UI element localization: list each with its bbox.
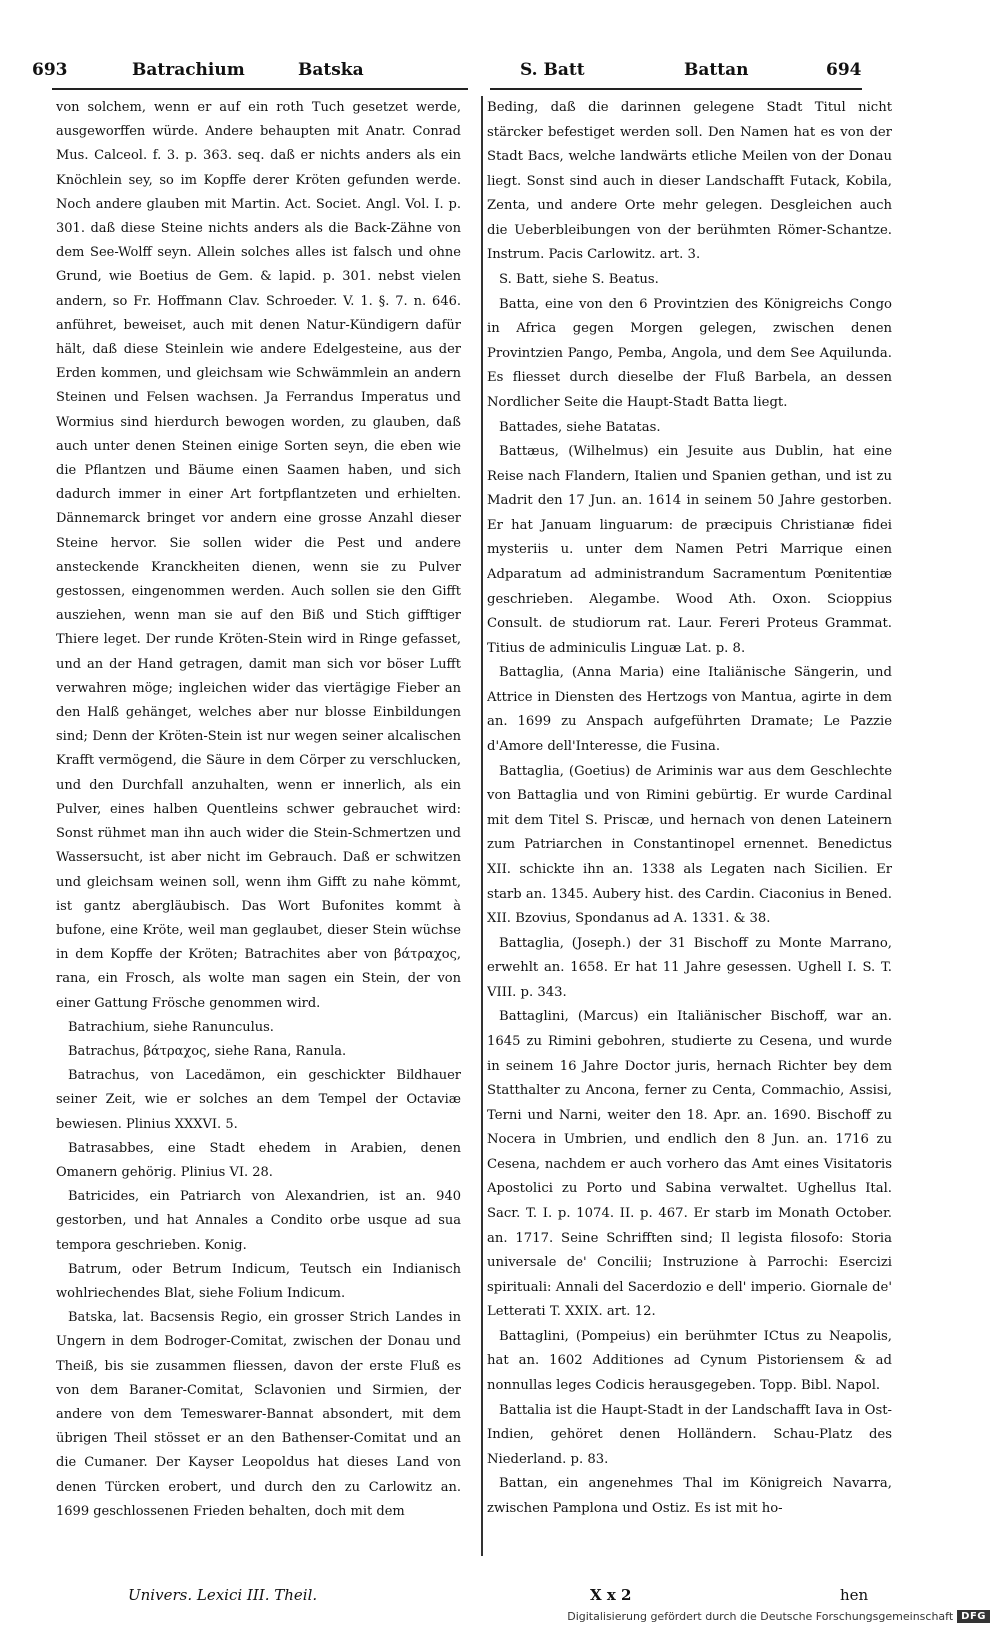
digitization-notice [567,1610,990,1623]
header-rule-right [490,88,862,90]
entry-battaglini-pompeius: Battaglini, (Pompeius) ein berühmter ICtus zu Neapolis, hat an. 1602 Additiones ad Cynum Pistoriensem & ad nonnullas leges Codicis herausgegeben. Topp. Bibl. Napol. [487,1328,892,1394]
digitization-notice-text: Digitalisierung gefördert durch die Deutsche Forschungsgemeinschaft [567,1610,954,1623]
entry-battaeus: Battæus, (Wilhelmus) ein Jesuite aus Dublin, hat eine Reise nach Flandern, Italien und Spanien gethan, und ist zu Madrit den 17 Jun. an. 1614 in seinem 50 Jahre gestorben. Er hat Januam linguarum: de præcipuis Christianæ fidei mysteriis u. unter dem Namen Petri Marrique einen Adparatum ad administrandum Sacramentum Pœnitentiæ geschrieben. Alegambe. Wood Ath. Oxon. Scioppius Consult. de studiorum rat. Laur. Fereri Proteus Grammat. Titius de adminiculis Linguæ Lat. p. 8. [487,444,892,656]
entry-battades: Battades, siehe Batatas. [499,419,661,435]
running-head-word-4: Battan [684,60,749,80]
entry-continuation-batska: Beding, daß die darinnen gelegene Stadt Titul nicht stärcker befestiget werden soll. Den Namen hat es von der Stadt Bacs, welche landwärts etliche Meilen von der Donau liegt. Sonst sind auch in dieser Landschafft Futack, Kobila, Zenta, und andere Orte mehr gelegen. Desgleichen auch die Ueberbleibungen von der berühmten Römer-Schantze. Instrum. Pacis Carlowitz. art. 3. [487,100,892,263]
running-head-word-2: Batska [298,60,364,80]
entry-battaglia-anna-maria: Battaglia, (Anna Maria) eine Italiänische Sängerin, und Attrice in Diensten des Hertzogs von Mantua, agirte in dem an. 1699 zu Anspach aufgeführten Dramate; Le Pazzie d'Amore dell'Interesse, die Fusina. [487,665,892,755]
footer-volume: Univers. Lexici III. Theil. [128,1586,318,1604]
header-rule-left [52,88,468,90]
entry-continuation: von solchem, wenn er auf ein roth Tuch gesetzet werde, ausgeworffen würde. Andere behaupten mit Anatr. Conrad Mus. Calceol. f. 3. p. 363. seq. daß er nichts anders als ein Knöchlein sey, so im Kopffe derer Kröten gefunden werde. Noch andere glauben mit Martin. Act. Societ. Angl. Vol. I. p. 301. daß diese Steine nichts anders als die Back-Zähne von dem See-Wolff seyn. Allein solches alles ist falsch und ohne Grund, wie Boetius de Gem. & lapid. p. 301. nebst vielen andern, so Fr. Hoffmann Clav. Schroeder. V. 1. §. 7. n. 646. anführet, beweiset, auch mit denen Natur-Kündigern dafür hält, daß diese Steinlein wie andere Edelgesteine, aus der Erden kommen, und gleichsam wie Schwämmlein an andern Steinen und Felsen wachsen. Ja Ferrandus Imperatus und Wormius sind hierdurch bewogen worden, zu glauben, daß auch unter denen Steinen einige Sorten seyn, die eben wie die Pflantzen und Bäume einen Saamen haben, und sich dadurch immer in einer Art fortpflantzeten und erhielten. Dännemarck bringet vor andern eine grosse Anzahl dieser Steine hervor. Sie sollen wider die Pest und andere ansteckende Kranckheiten dienen, wenn sie zu Pulver gestossen, eingenommen werden. Auch sollen sie den Gifft ausziehen, wenn man sie auf den Biß und Stich gifftiger Thiere leget. Der runde Kröten-Stein wird in Ringe gefasset, und an der Hand getragen, damit man sich vor böser Lufft verwahren möge; ingleichen wider das viertägige Fieber an den Halß gehänget, welches aber nur blosse Einbildungen sind; Denn der Kröten-Stein ist nur wegen seiner alcalischen Krafft vermögend, die Säure in dem Cörper zu verschlucken, und den Durchfall anzuhalten, wenn er innerlich, als ein Pulver, eines halben Quentleins schwer gebrauchet wird: Sonst rühmet man ihn auch wider die Stein-Schmertzen und Wassersucht, ist aber nicht im Gebrauch. Daß er schwitzen und gleichsam weinen soll, wenn ihm Gifft zu nahe kömmt, ist gantz abergläubisch. Das Wort Bufonites kommt à bufone, eine Kröte, weil man geglaubet, dieser Stein wüchse in dem Kopffe der Kröten; Batrachites aber von βάτραχος, rana, ein Frosch, als wolte man sagen ein Stein, der von einer Gattung Frösche genommen wird. [56,100,461,1011]
entry-battan: Battan, ein angenehmes Thal im Königreich Navarra, zwischen Pamplona und Ostiz. Es ist mit ho- [487,1476,892,1516]
footer-catchword: hen [840,1586,869,1604]
entry-batrachium: Batrachium, siehe Ranunculus. [68,1019,274,1035]
running-head-word-3: S. Batt [520,60,585,80]
running-head-word-1: Batrachium [132,60,245,80]
entry-battaglia-goetius: Battaglia, (Goetius) de Ariminis war aus dem Geschlechte von Battaglia und von Rimini gebürtig. Er wurde Cardinal mit dem Titel S. Priscæ, und hernach von denen Lateinern zum Patriarchen in Constantinopel ernennet. Benedictus XII. schickte ihn an. 1338 als Legaten nach Sicilien. Er starb an. 1345. Aubery hist. des Cardin. Ciaconius in Bened. XII. Bzovius, Spondanus ad A. 1331. & 38. [487,763,892,927]
entry-batrachus-rana: Batrachus, βάτραχος, siehe Rana, Ranula. [68,1043,347,1059]
entry-batska: Batska, lat. Bacsensis Regio, ein grosser Strich Landes in Ungern in dem Bodroger-Comitat, zwischen der Donau und Theiß, bis sie zusammen fliessen, davon der erste Fluß es von dem Baraner-Comitat, Sclavonien und Sirmien, der andere von dem Temeswarer-Bannat absondert, mit dem übrigen Theil stösset er an den Bathenser-Comitat und an die Cumaner. Der Kayser Leopoldus hat dieses Land von denen Türcken erobert, und durch den zu Carlowitz an. 1699 geschlossenen Frieden behalten, doch mit dem [56,1310,461,1519]
left-column [56,96,461,1564]
entry-batricides: Batricides, ein Patriarch von Alexandrien, ist an. 940 gestorben, und hat Annales a Condito orbe usque ad sua tempora geschrieben. Konig. [56,1189,461,1253]
page-number-right: 694 [826,60,862,80]
column-divider [481,96,483,1556]
entry-s-batt: S. Batt, siehe S. Beatus. [499,272,659,288]
entry-batta: Batta, eine von den 6 Provintzien des Königreichs Congo in Africa gegen Morgen gelegen, zwischen denen Provintzien Pango, Pemba, Angola, und dem See Aquilunda. Es fliesset durch dieselbe der Fluß Barbela, an dessen Nordlicher Seite die Haupt-Stadt Batta liegt. [487,296,892,410]
entry-battaglini-marcus: Battaglini, (Marcus) ein Italiänischer Bischoff, war an. 1645 zu Rimini gebohren, studierte zu Cesena, und wurde in seinem 16 Jahre Doctor juris, hernach Richter bey dem Statthalter zu Ancona, ferner zu Centa, Commachio, Assisi, Terni und Narni, weiter den 18. Apr. an. 1690. Bischoff zu Nocera in Umbrien, und endlich den 8 Jun. an. 1716 zu Cesena, nachdem er auch vorhero das Amt eines Visitatoris Apostolici zu Porto und Sabina verwaltet. Ughellus Ital. Sacr. T. I. p. 1074. II. p. 467. Er starb im Monath October. an. 1717. Seine Schrifften sind; Il legista filosofo: Storia universale de' Concilii; Instruzione à Parrochi: Esercizi spirituali: Annali del Sacerdozio e dell' imperio. Giornale de' Letterati T. XXIX. art. 12. [487,1009,892,1320]
entry-batrasabbes: Batrasabbes, eine Stadt ehedem in Arabien, denen Omanern gehörig. Plinius VI. 28. [56,1140,461,1180]
right-column [487,96,892,1564]
entry-batrum: Batrum, oder Betrum Indicum, Teutsch ein Indianisch wohlriechendes Blat, siehe Folium Indicum. [56,1261,461,1301]
dfg-logo: DFG [957,1610,990,1623]
entry-batrachus-sculptor: Batrachus, von Lacedämon, ein geschickter Bildhauer seiner Zeit, wie er solches an dem Tempel der Octaviæ bewiesen. Plinius XXXVI. 5. [56,1068,461,1132]
entry-battalia: Battalia ist die Haupt-Stadt in der Landschafft Iava in Ost-Indien, gehöret denen Holländern. Schau-Platz des Niederland. p. 83. [487,1402,892,1467]
page-number-left: 693 [32,60,68,80]
entry-battaglia-joseph: Battaglia, (Joseph.) der 31 Bischoff zu Monte Marrano, erwehlt an. 1658. Er hat 11 Jahre gesessen. Ughell I. S. T. VIII. p. 343. [487,935,892,1000]
footer-signature: X x 2 [590,1586,632,1604]
